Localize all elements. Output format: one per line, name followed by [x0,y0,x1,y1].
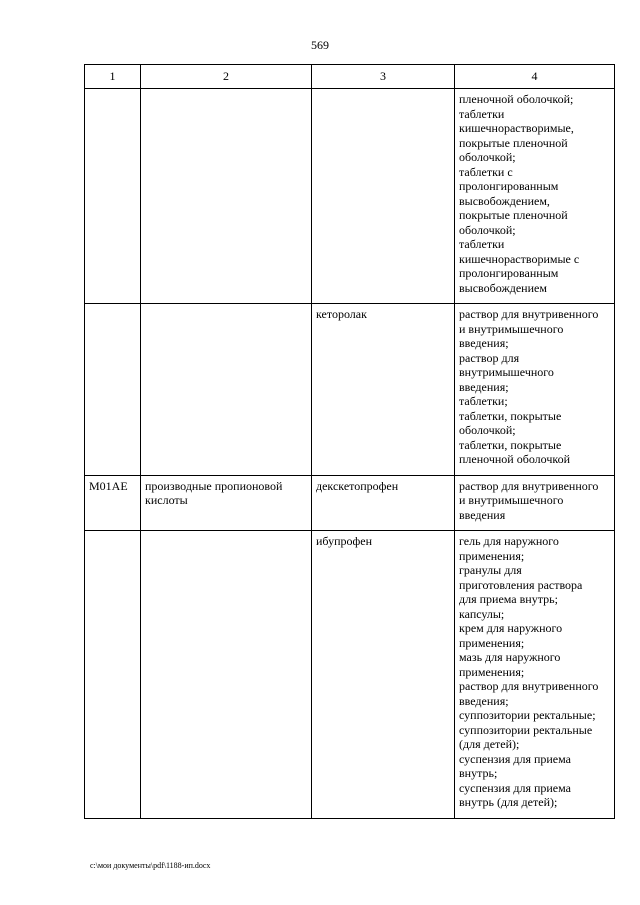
dosage-form-line: внутрь (для детей); [459,795,558,809]
dosage-form-line: введения [459,507,506,522]
column-header-2: 2 [141,65,312,89]
dosage-form-line: покрытые пленочной [459,208,568,222]
dosage-form-line: таблетки [459,106,505,121]
table-body [85,89,615,819]
table-row [85,89,615,304]
dosage-form-line: таблетки, покрытые [459,437,562,452]
footer-file-path: c:\мои документы\pdf\1188-ип.docx [90,861,211,870]
column-header-3: 3 [312,65,455,89]
dosage-form-line: раствор для внутривенного [459,478,599,493]
dosage-form-line: раствор для [459,350,520,365]
dosage-form-line: пролонгированным [459,266,559,280]
drug-name-cell [312,531,455,819]
dosage-form-line: таблетки с [459,164,513,179]
dosage-form-line: пленочной оболочкой; [459,92,574,106]
dosage-form-line: приготовления раствора [459,577,583,592]
dosage-form-line: и внутримышечного [459,493,564,507]
table-row [85,304,615,476]
dosage-form-line: суспензия для приема [459,780,571,795]
atc-code-cell [85,304,141,476]
atc-code: M01AE [89,478,128,493]
dosage-form-line: кишечнорастворимые с [459,251,580,266]
dosage-form-line: высвобождением, [459,193,550,208]
page-number: 569 [311,38,329,52]
dosage-form-line: внутримышечного [459,365,554,379]
drug-name: ибупрофен [316,534,373,548]
group-name-line: кислоты [145,493,188,507]
group-name-cell [141,89,312,304]
dosage-form-line: мазь для наружного [459,650,561,664]
table-row [85,531,615,819]
dosage-form-line: крем для наружного [459,621,563,635]
atc-code-cell [85,89,141,304]
dosage-form-line: гранулы для [459,563,522,577]
dosage-form-line: высвобождением [459,280,547,295]
dosage-form-line: оболочкой; [459,222,516,237]
dosage-form-line: таблетки, покрытые [459,408,562,423]
dosage-form-line: оболочкой; [459,150,516,164]
column-header-1: 1 [85,65,141,89]
group-name-cell [141,304,312,476]
group-name-line: производные пропионовой [145,478,283,493]
dosage-form-line: и внутримышечного [459,321,564,336]
dosage-form-line: пленочной оболочкой [459,452,571,466]
dosage-form-line: раствор для внутривенного [459,679,599,693]
dosage-form-line: для приема внутрь; [459,592,558,606]
dosage-form-line: введения; [459,693,509,708]
table-header-row [85,65,615,89]
dosage-forms-cell [455,89,615,304]
dosage-form-line: капсулы; [459,606,505,621]
drug-name-cell [312,304,455,476]
dosage-form-line: кишечнорастворимые, [459,121,574,135]
atc-code-cell [85,475,141,531]
dosage-form-line: таблетки; [459,394,508,408]
drug-name-cell [312,475,455,531]
dosage-form-line: применения; [459,635,525,650]
group-name-cell [141,475,312,531]
dosage-form-line: суспензия для приема [459,751,571,766]
dosage-form-line: суппозитории ректальные [459,722,593,737]
dosage-form-line: покрытые пленочной [459,135,568,150]
dosage-form-line: оболочкой; [459,423,516,437]
column-header-4: 4 [455,65,615,89]
dosage-form-line: (для детей); [459,737,520,751]
group-name-cell [141,531,312,819]
drug-table [84,64,615,819]
dosage-form-line: пролонгированным [459,179,559,193]
drug-name-cell [312,89,455,304]
dosage-form-line: раствор для внутривенного [459,307,599,321]
drug-name: кеторолак [316,307,367,321]
dosage-form-line: гель для наружного [459,534,559,548]
drug-name: декскетопрофен [316,478,399,493]
dosage-form-line: таблетки [459,237,505,251]
dosage-form-line: суппозитории ректальные; [459,708,596,722]
dosage-form-line: применения; [459,664,525,679]
dosage-form-line: внутрь; [459,766,498,780]
dosage-form-line: введения; [459,336,509,350]
dosage-forms-cell [455,304,615,476]
table-row [85,475,615,531]
dosage-forms-cell [455,531,615,819]
dosage-form-line: введения; [459,379,509,394]
atc-code-cell [85,531,141,819]
dosage-form-line: применения; [459,548,525,563]
dosage-forms-cell [455,475,615,531]
